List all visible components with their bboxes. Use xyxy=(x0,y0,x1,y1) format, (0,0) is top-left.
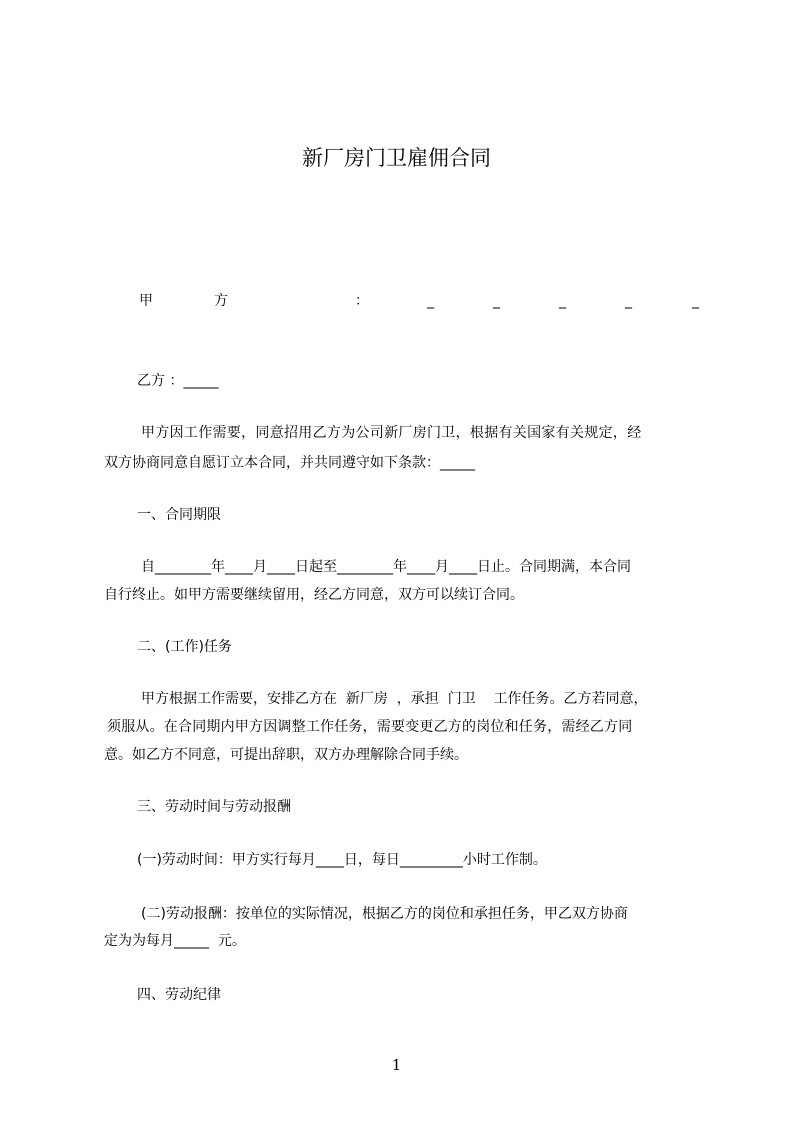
party-a-blank: _ xyxy=(625,293,632,309)
section-3-item-2-line-2: 定为为每月_____ 元。 xyxy=(104,933,246,949)
section-4-heading: 四、劳动纪律 xyxy=(137,987,221,1003)
section-3-item-2-line-1: (二)劳动报酬：按单位的实际情况，根据乙方的岗位和承担任务，甲乙双方协商 xyxy=(141,906,628,922)
section-2-line-2: 须服从。在合同期内甲方因调整工作任务，需要变更乙方的岗位和任务，需经乙方同 xyxy=(107,719,633,735)
section-3-item-1: (一)劳动时间：甲方实行每月____日，每日_________小时工作制。 xyxy=(137,852,547,868)
section-3-heading: 三、劳动时间与劳动报酬 xyxy=(137,799,291,815)
party-a-char-1: 甲 xyxy=(139,293,153,309)
party-a-blank: _ xyxy=(493,293,500,309)
intro-line-1: 甲方因工作需要，同意招用乙方为公司新厂房门卫，根据有关国家有关规定，经 xyxy=(141,425,642,441)
party-a-colon: ： xyxy=(355,293,369,309)
section-2-line-3: 意。如乙方不同意，可提出辞职，双方办理解除合同手续。 xyxy=(104,747,468,763)
party-a-blank: _ xyxy=(427,293,434,309)
section-1-line-2: 自行终止。如甲方需要继续留用，经乙方同意，双方可以续订合同。 xyxy=(104,587,524,603)
section-1-heading: 一、合同期限 xyxy=(137,507,221,523)
section-1-line-1: 自________年____月____日起至________年____月____日止。合同期满，本合同 xyxy=(141,559,631,575)
section-2-heading: 二、(工作)任务 xyxy=(137,639,232,655)
party-a-char-2: 方 xyxy=(214,293,228,309)
party-b-line: 乙方 ：_____ xyxy=(137,373,219,389)
document-title: 新厂房门卫雇佣合同 xyxy=(302,146,491,170)
page-number: 1 xyxy=(391,1056,402,1074)
intro-line-2: 双方协商同意自愿订立本合同，并共同遵守如下条款：_____ xyxy=(104,455,475,471)
party-a-blank: _ xyxy=(692,293,699,309)
party-a-blank: _ xyxy=(559,293,566,309)
section-2-line-1: 甲方根据工作需要，安排乙方在 新厂房 ，承担 门卫 工作任务。乙方若同意， xyxy=(141,691,648,707)
